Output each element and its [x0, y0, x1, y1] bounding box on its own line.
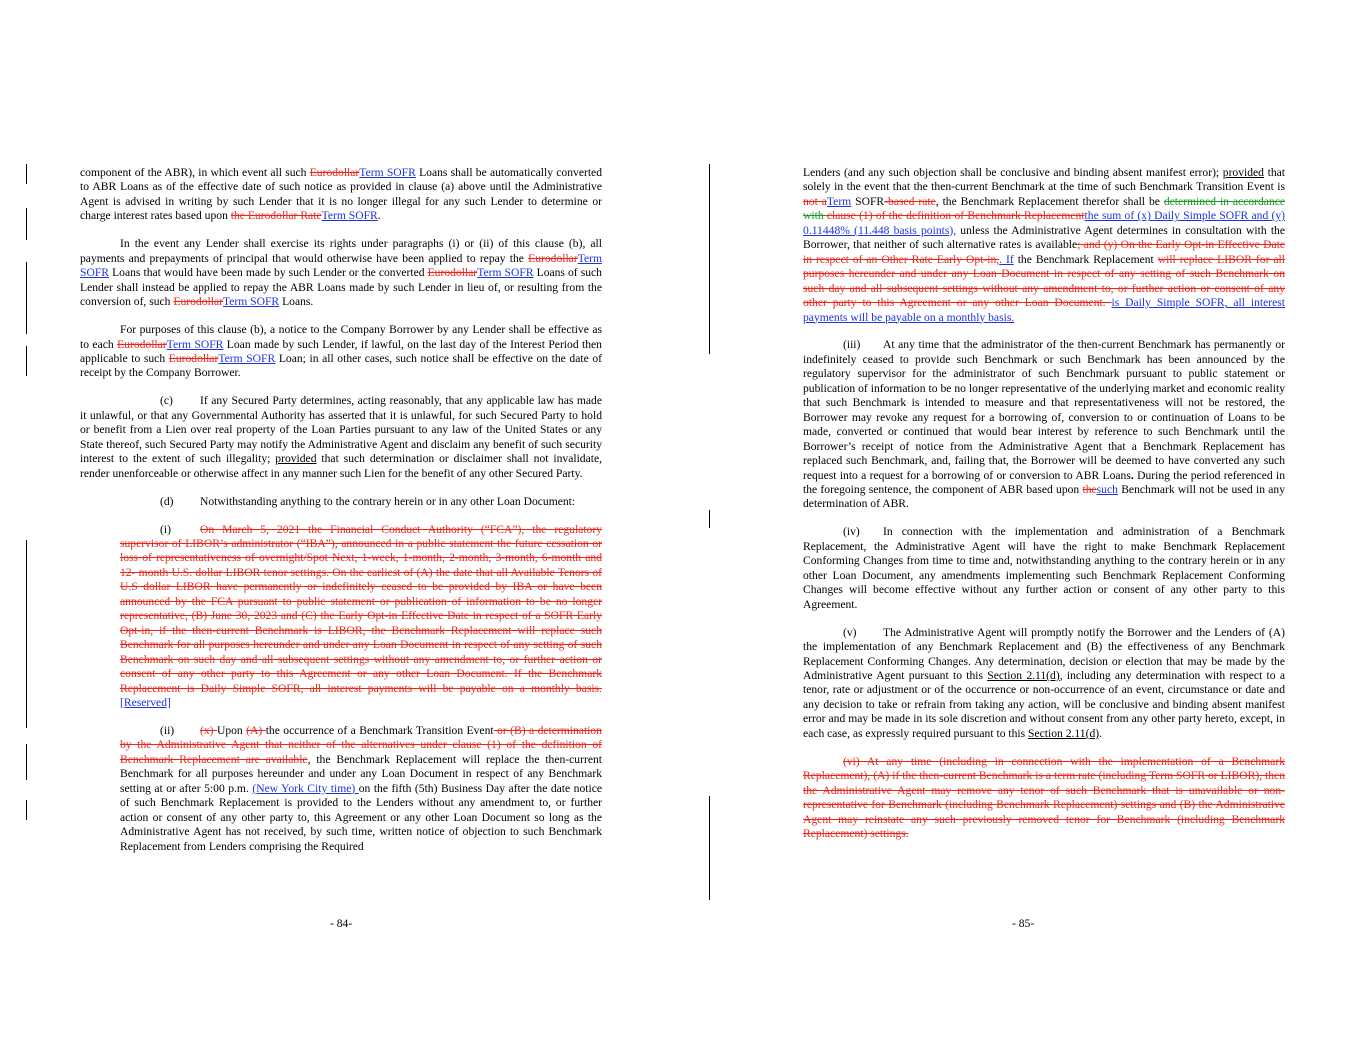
paragraph: (iii) At any time that the administrator of the then-current Benchmark has permanently or indefinitely ceased to provide such Benchmark or such Benchmark has been announced by the regulatory supervisor for the administrator of such Benchmark pursuant to public statement or publication of information to be no longer representative of the underlying market and economic reality that such Benchmark is intended to measure and that representativeness will not be restored, the Borrower may revoke any request for a borrowing of, conversion to or continuation of Loans to be made, converted or continued that would bear interest by reference to such Benchmark until the Borrower’s receipt of notice from the Administrative Agent that a Benchmark Replacement has replaced such Benchmark, and, failing that, the Borrower will be deemed to have converted any such request into a request for a borrowing of or conversion to ABR Loans. During the period referenced in the foregoing sentence, the component of ABR based upon thesuch Benchmark will not be used in any determination of ABR.: [803, 338, 1286, 511]
change-bar: [26, 346, 27, 376]
change-bar: [26, 540, 27, 728]
paragraph: (vi) At any time (including in connection with the implementation of a Benchmark Replacement), (A) if the then-current Benchmark is a term rate (including Term SOFR or LIBOR), then the Administrative Agent may remove any tenor of such Benchmark that is unavailable or non-representative for Benchmark (including Benchmark Replacement) settings and (B) the Administrative Agent may reinstate any such previously removed tenor for Benchmark (including Benchmark Replacement) settings.: [803, 754, 1285, 841]
change-bar: [26, 744, 27, 780]
change-bar: [709, 164, 710, 354]
paragraph: (c) If any Secured Party determines, acting reasonably, that any applicable law has made it unlawful, or that any Governmental Authority has asserted that it is unlawful, for such Secured Party to hold or benefit from a Lien over real property of the Loan Parties pursuant to any law of the United States or any State thereof, such Secured Party may notify the Administrative Agent and disclaim any benefit of such security interest to the extent of such illegality; provided that such determination or disclaimer shall not invalidate, render unenforceable or otherwise affect in any manner such Lien for the benefit of any other Secured Party.: [80, 394, 602, 480]
change-bar: [26, 208, 27, 240]
paragraph: (ii) (x) Upon (A) the occurrence of a Benchmark Transition Event or (B) a determination by the Administrative Agent that neither of the alternatives under clause (1) of the definition of Benchmark Replacement are available, the Benchmark Replacement will replace the then-current Benchmark for all purposes hereunder and under any Loan Document in respect of any Benchmark setting at or after 5:00 p.m. (New York City time) on the fifth (5th) Business Day after the date notice of such Benchmark Replacement is provided to the Lenders without any amendment to, or further action or consent of any other party to, this Agreement or any other Loan Document so long as the Administrative Agent has not received, by such time, written notice of objection to such Benchmark Replacement from Lenders comprising the Required: [120, 723, 602, 853]
paragraph: (iv) In connection with the implementation and administration of a Benchmark Replacement, the Administrative Agent will have the right to make Benchmark Replacement Conforming Changes from time to time and, notwithstanding anything to the contrary herein or in any other Loan Document, any amendments implementing such Benchmark Replacement Conforming Changes will become effective without any further action or consent of any other party to this Agreement.: [803, 525, 1285, 611]
left-column: [80, 166, 602, 854]
paragraph: (v) The Administrative Agent will promptly notify the Borrower and the Lenders of (A) the implementation of any Benchmark Replacement and (B) the effectiveness of any Benchmark Replacement Conforming Changes. Any determination, decision or election that may be made by the Administrative Agent pursuant to this Section 2.11(d), including any determination with respect to a tenor, rate or adjustment or of the occurrence or non-occurrence of an event, circumstance or date and any decision to take or refrain from taking any action, will be conclusive and binding absent manifest error and may be made in its sole discretion and without consent from any other party hereto, except, in each case, as expressly required pursuant to this Section 2.11(d).: [803, 625, 1285, 740]
change-bar: [26, 800, 27, 820]
paragraph: (d) Notwithstanding anything to the contrary herein or in any other Loan Document:: [160, 494, 576, 508]
change-bar: [26, 262, 27, 334]
paragraph: (i) On March 5, 2021 the Financial Conduct Authority (“FCA”), the regulatory supervisor of LIBOR’s administrator (“IBA”), announced in a public statement the future cessation or loss of representativeness of overnight/Spot Next, 1-week, 1-month, 2-month, 3-month, 6-month and 12- month U.S. dollar LIBOR tenor settings. On the earliest of (A) the date that all Available Tenors of U.S dollar LIBOR have permanently or indefinitely ceased to be provided by IBA or have been announced by the FCA pursuant to public statement or publication of information to be no longer representative, (B) June 30, 2023 and (C) the Early Opt-in Effective Date in respect of a SOFR Early Opt-in, if the then-current Benchmark is LIBOR, the Benchmark Replacement will replace such Benchmark for all purposes hereunder and under any Loan Document in respect of any setting of such Benchmark on such day and all subsequent settings without any amendment to, or further action or consent of any other party to this Agreement or any other Loan Document. If the Benchmark Replacement is Daily Simple SOFR, all interest payments will be payable on a monthly basis.[Reserved]: [120, 522, 602, 709]
change-bar: [709, 510, 710, 528]
page-number: - 84-: [330, 917, 353, 930]
change-bar: [26, 164, 27, 184]
paragraph: For purposes of this clause (b), a notice to the Company Borrower by any Lender shall be effective as to each EurodollarTerm SOFR Loan made by such Lender, if lawful, on the last day of the Interest Period then applicable to such EurodollarTerm SOFR Loan; in all other cases, such notice shall be effective on the date of receipt by the Company Borrower.: [80, 323, 603, 380]
paragraph: component of the ABR), in which event all such EurodollarTerm SOFR Loans shall be automatically converted to ABR Loans as of the effective date of such notice as provided in clause (a) above until the Administrative Agent is advised in writing by such Lender that it is no longer illegal for any such Lender to determine or charge interest rates based upon the Eurodollar RateTerm SOFR.: [80, 166, 602, 223]
paragraph: In the event any Lender shall exercise its rights under paragraphs (i) or (ii) of this clause (b), all payments and prepayments of principal that would otherwise have been applied to repay the EurodollarTerm SOFR Loans that would have been made by such Lender or the converted EurodollarTerm SOFR Loans of such Lender shall instead be applied to repay the ABR Loans made by such Lender in lieu of, or resulting from the conversion of, such EurodollarTerm SOFR Loans.: [80, 237, 602, 309]
page-84: [0, 0, 682, 1055]
right-column: [803, 166, 1285, 841]
change-bar: [709, 796, 710, 900]
page-85: [682, 0, 1365, 1055]
page-number: - 85-: [1012, 917, 1035, 930]
paragraph: Lenders (and any such objection shall be conclusive and binding absent manifest error); provided that solely in the event that the then-current Benchmark at the time of such Benchmark Transition Event is not aTerm SOFR-based rate, the Benchmark Replacement therefor shall be determined in accordance with clause (1) of the definition of Benchmark Replacementthe sum of (x) Daily Simple SOFR and (y) 0.11448% (11.448 basis points), unless the Administrative Agent determines in consultation with the Borrower, that neither of such alternative rates is available; and (y) On the Early Opt-in Effective Date in respect of an Other Rate Early Opt-in,. If the Benchmark Replacement will replace LIBOR for all purposes hereunder and under any Loan Document in respect of any setting of such Benchmark on such day and all subsequent settings without any amendment to, or further action or consent of any other party to this Agreement or any other Loan Document. is Daily Simple SOFR, all interest payments will be payable on a monthly basis.: [803, 166, 1286, 324]
